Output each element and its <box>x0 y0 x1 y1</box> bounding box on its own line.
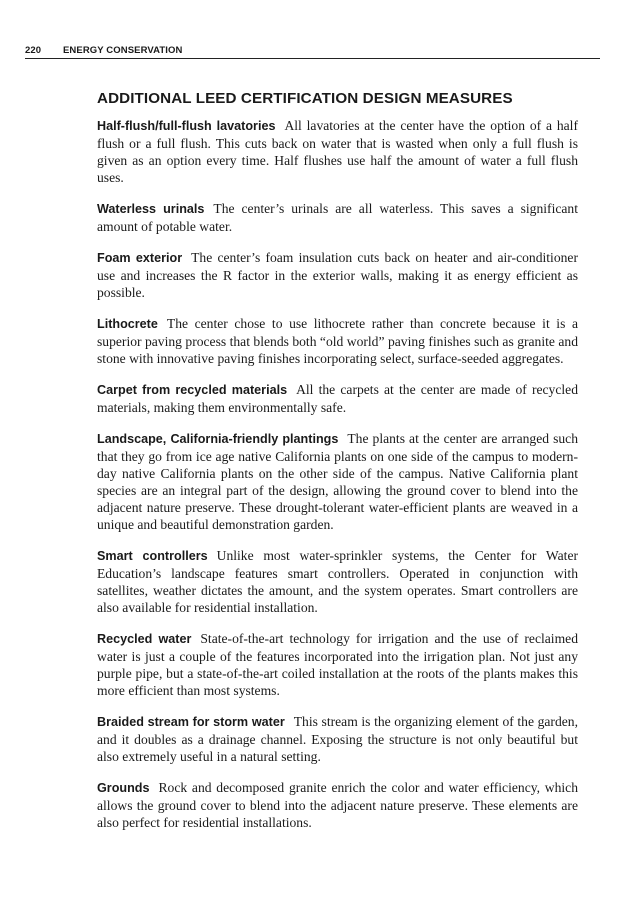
item-smart-controllers <box>97 547 578 616</box>
section-heading: ADDITIONAL LEED CERTIFICATION DESIGN MEASURES <box>97 90 513 107</box>
item-term: Recycled water <box>97 632 192 646</box>
item-term: Waterless urinals <box>97 202 205 216</box>
item-term: Braided stream for storm water <box>97 715 285 729</box>
item-term: Lithocrete <box>97 317 158 331</box>
item-grounds <box>97 779 578 831</box>
item-lavatories <box>97 117 578 186</box>
item-recycled-water <box>97 630 578 699</box>
item-text: State-of-the-art technology for irrigation and the use of reclaimed water is just a couple of the features incorporated into the irrigation plan. Not just any purple pipe, but a state-of-the-art coiled installation at the roots of the plants makes this more efficient than most systems. <box>97 631 578 698</box>
item-lithocrete <box>97 315 578 367</box>
running-head <box>25 45 600 59</box>
item-term: Half-flush/full-flush lavatories <box>97 119 276 133</box>
item-text: All lavatories at the center have the option of a half flush or a full flush. This cuts back on water that is wasted when only a full flush is given as an option every time. Half flushes use half the amount of water a full flush uses. <box>97 118 578 185</box>
item-braided-stream <box>97 713 578 765</box>
item-urinals <box>97 200 578 235</box>
item-text: The plants at the center are arranged such that they go from ice age native California plants on one side of the campus to modern-day native California plants on the other side of the campus. Native California plant species are an integral part of the design, allowing the ground cover to blend into the adjacent nature preserve. These drought-tolerant water-efficient plants are weaved in a unique and beautiful demonstration garden. <box>97 431 578 532</box>
item-text: The center’s foam insulation cuts back on heater and air-conditioner use and increases the R factor in the exterior walls, making it as energy efficient as possible. <box>97 250 578 300</box>
item-text: All the carpets at the center are made of recycled materials, making them environmentally safe. <box>97 382 578 415</box>
item-foam-exterior <box>97 249 578 301</box>
item-term: Foam exterior <box>97 251 183 265</box>
item-text: This stream is the organizing element of the garden, and it doubles as a drainage channel. Exposing the structure is not only beautiful but also extremely useful in a natural setting. <box>97 714 578 764</box>
item-term: Landscape, California-friendly plantings <box>97 432 339 446</box>
page-number: 220 <box>25 45 42 56</box>
item-text: Rock and decomposed granite enrich the color and water efficiency, which allows the ground cover to blend into the adjacent nature preserve. These elements are also perfect for residential installations. <box>97 780 578 830</box>
item-text: Unlike most water-sprinkler systems, the Center for Water Education’s landscape features smart controllers. Operated in conjunction with satellites, weather dictates the amount, and the system operates. Smart controllers are also available for residential installation. <box>97 548 579 615</box>
item-text: The center’s urinals are all waterless. This saves a significant amount of potable water. <box>97 201 578 234</box>
item-text: The center chose to use lithocrete rather than concrete because it is a superior paving process that blends both “old world” paving finishes such as granite and stone with innovative paving finishes incorporating select, surface-seeded aggregates. <box>97 316 578 366</box>
item-term: Grounds <box>97 781 150 795</box>
item-term: Smart controllers <box>97 549 208 563</box>
chapter-title: ENERGY CONSERVATION <box>63 45 183 56</box>
item-landscape <box>97 430 578 533</box>
item-carpet <box>97 381 578 416</box>
page-body <box>97 90 578 845</box>
item-term: Carpet from recycled materials <box>97 383 288 397</box>
